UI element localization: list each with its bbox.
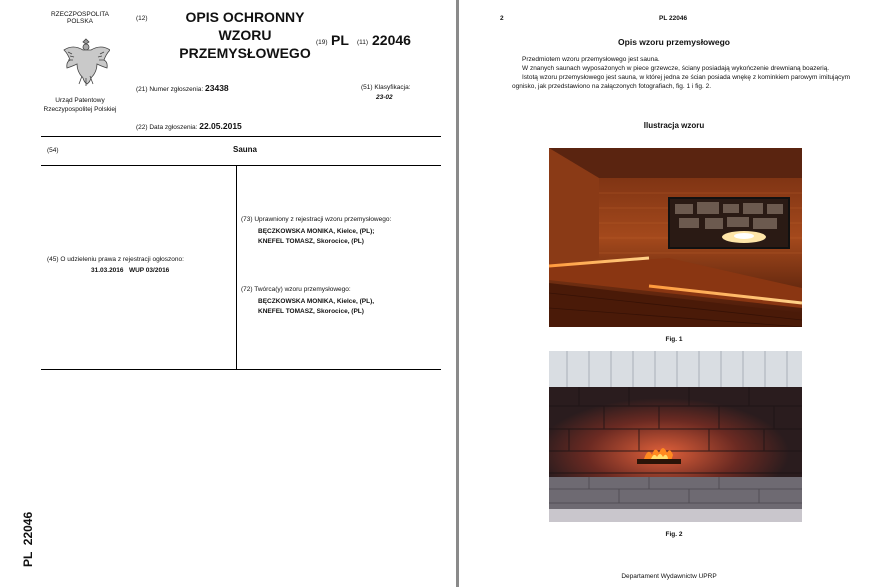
document-number: 22046: [372, 32, 411, 48]
creator-line-1: BĘCZKOWSKA MONIKA, Kielce, (PL),: [258, 298, 375, 305]
holder-line-1: BĘCZKOWSKA MONIKA, Kielce, (PL);: [258, 228, 375, 235]
creator-label: (72) Twórca(y) wzoru przemysłowego:: [241, 286, 351, 293]
title-line-3: PRZEMYSŁOWEGO: [179, 45, 311, 61]
fig1-caption: Fig. 1: [665, 336, 683, 343]
description-page: [459, 0, 896, 587]
country-code: PL: [331, 32, 349, 48]
creator-list: [258, 297, 374, 317]
paragraph-2: W znanych saunach wyposażonych w piece grzewcze, ściany posiadają wykończenie drewnianą boazerią.: [522, 65, 830, 72]
country-line-1: RZECZPOSPOLITA: [50, 11, 110, 18]
classification-value: 23-02: [376, 94, 393, 101]
creator-line-2: KNEFEL TOMASZ, Skorocice, (PL): [258, 308, 364, 315]
section-title: Opis wzoru przemysłowego: [618, 37, 730, 47]
grant-label: (45) O udzieleniu prawa z rejestracji ogłoszono:: [47, 256, 184, 263]
fig1-photo: [549, 148, 802, 327]
application-number-value: 23438: [205, 83, 229, 93]
holder-list: [258, 227, 374, 247]
description-text: [512, 55, 850, 91]
rule-top: [41, 136, 441, 137]
rule-vertical: [236, 165, 237, 369]
spine-number: PL 22046: [21, 511, 35, 567]
application-number-label: (21) Numer zgłoszenia:: [136, 86, 204, 93]
rule-bottom: [41, 369, 441, 370]
filing-date-value: 22.05.2015: [199, 121, 242, 131]
design-subject: Sauna: [232, 145, 257, 154]
application-number: [136, 83, 229, 93]
header-id: PL 22046: [659, 15, 688, 22]
holder-label: (73) Uprawniony z rejestracji wzoru przemysłowego:: [241, 216, 392, 223]
title-line-1: OPIS OCHRONNY: [185, 9, 305, 25]
rule-subject: [41, 165, 441, 166]
office-line-1: Urząd Patentowy: [55, 97, 105, 104]
inid-11: (11): [357, 39, 369, 46]
document-title: [160, 8, 330, 62]
fig2-photo: [549, 351, 802, 522]
country-line-2: POLSKA: [66, 18, 93, 25]
title-line-2: WZORU: [218, 27, 272, 43]
inid-19: (19): [316, 39, 328, 46]
inid-54: (54): [47, 147, 59, 154]
holder-line-2: KNEFEL TOMASZ, Skorocice, (PL): [258, 238, 364, 245]
footer-publisher: Departament Wydawnictw UPRP: [621, 573, 717, 580]
filing-date-label: (22) Data zgłoszenia:: [136, 124, 198, 131]
filing-date: [136, 121, 242, 131]
eagle-emblem: [62, 36, 110, 88]
office-line-2: Rzeczypospolitej Polskiej: [43, 106, 117, 113]
illustration-title: Ilustracja wzoru: [643, 121, 705, 130]
page-number: 2: [500, 15, 504, 22]
fig2-caption: Fig. 2: [665, 531, 683, 538]
inid-12: (12): [136, 15, 148, 22]
paragraph-3: Istotą wzoru przemysłowego jest sauna, w której jedna ze ścian posiada wnękę z kominkiem parowym imitującym ognisko, jak przedstawiono na załączonych fotografiach, fig. 1 i fig. 2.: [512, 74, 850, 90]
country-name: [38, 11, 122, 25]
office-name: [38, 96, 122, 114]
grant-value: 31.03.2016 WUP 03/2016: [91, 267, 170, 274]
paragraph-1: Przedmiotem wzoru przemysłowego jest sauna.: [522, 56, 660, 63]
classification-label: (51) Klasyfikacja:: [361, 84, 411, 91]
